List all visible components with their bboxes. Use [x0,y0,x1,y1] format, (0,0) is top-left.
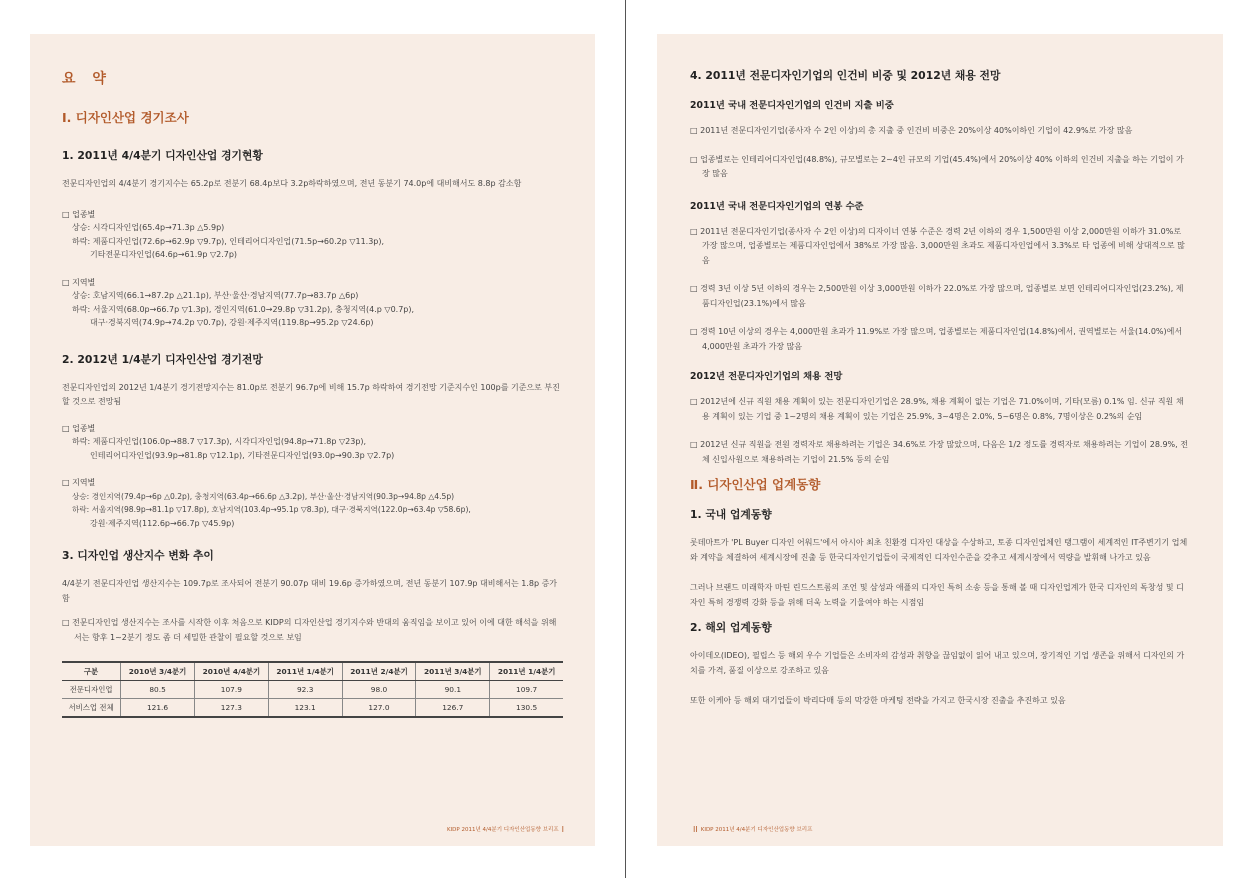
table-cell: 127.3 [194,699,268,718]
section3-intro: 4/4분기 전문디자인업 생산지수는 109.7p로 조사되어 전분기 90.07p 대비 19.6p 증가하였으며, 전년 동분기 107.9p 대비해서는 1.8p 증가함 [62,579,558,603]
page-divider [625,0,626,878]
subsection-salary: 2011년 국내 전문디자인기업의 연봉 수준 [690,200,864,212]
bullet-item: □ 2012년 신규 직원을 전원 경력자로 채용하려는 기업은 34.6%로 가장 많았으며, 다음은 1/2 정도를 경력자로 채용하려는 기업이 28.9%, 전체 신입사원으로 채용하려는 기업이 21.5% 등의 순임 [690,440,1188,464]
section1-region-block [62,276,563,330]
bullet-item: □ 경력 3년 이상 5년 이하의 경우는 2,500만원 이상 3,000만원 이하가 22.0%로 가장 많으며, 업종별로 보면 인테리어디자인업(23.2%), 제품디자인업(23.1%)에서 많음 [690,284,1184,308]
section2-title: 2. 2012년 1/4분기 디자인산업 경기전망 [62,352,263,366]
table-cell: 98.0 [342,681,416,699]
table-cell: 121.6 [121,699,195,718]
table-header-cell: 2010년 4/4분기 [194,662,268,681]
table-cell: 서비스업 전체 [62,699,121,718]
right-page [657,34,1223,846]
table-header-row [62,662,563,681]
subsection-hiring: 2012년 전문디자인기업의 채용 전망 [690,371,843,382]
page-number-mark: II [693,825,698,834]
section2-industry-head: □ 업종별 [62,423,96,433]
table-cell: 92.3 [268,681,342,699]
section2-industry-line: 하락: 제품디자인업(106.0p→88.7 ▽17.3p), 시각디자인업(94.8p→71.8p ▽23p), [72,437,367,446]
footer-text: KIDP 2011년 4/4분기 디자인산업동향 브리프 [700,827,813,833]
section3-bullet: □ 전문디자인업 생산지수는 조사를 시작한 이후 처음으로 KIDP의 디자인산업 경기지수와 반대의 움직임을 보이고 있어 이에 대한 해석을 위해서는 향후 1~2분기 정도 좀 더 세밀한 관찰이 필요할 것으로 보임 [62,618,557,642]
footer-text: KIDP 2011년 4/4분기 디자인산업동향 브리프 [446,827,559,833]
bullet-item: □ 경력 10년 이상의 경우는 4,000만원 초과가 11.9%로 가장 많으며, 업종별로는 제품디자인업(14.8%)에서, 권역별로는 서울(14.0%)에서 4,000만원 초과가 가장 많음 [690,327,1183,351]
section1-region-head: □ 지역별 [62,277,96,287]
section2-industry-block [62,422,563,463]
section1-region-line: 하락: 서울지역(68.0p→66.7p ▽1.3p), 경인지역(61.0→29.8p ▽31.2p), 충청지역(4.p ▽0.7p), [72,304,415,314]
table-header-cell: 2011년 3/4분기 [416,662,490,681]
table-header-cell: 2010년 3/4분기 [121,662,195,681]
table-cell: 90.1 [416,681,490,699]
bullet-item: □ 2012년에 신규 직원 채용 계획이 있는 전문디자인기업은 28.9%, 채용 계획이 없는 기업은 71.0%이며, 기타(모름) 0.1% 임. 신규 직원 채용 계획이 있는 기업 중 1~2명의 채용 계획이 있는 기업은 25.9%, 3~4명은 2.0%, 5~6명은 0.8%, 7명이상은 0.2%의 순임 [690,397,1184,421]
overseas-paragraph: 아이데오(IDEO), 필립스 등 해외 우수 기업들은 소비자의 감성과 취향을 끊임없이 읽어 내고 있으며, 장기적인 기업 생존을 위해서 디자인의 가치를 가격, 품질 이상으로 강조하고 있음 [690,651,1185,675]
table-cell: 130.5 [490,699,563,718]
domestic-paragraph: 롯데마트가 'PL Buyer 디자인 어워드'에서 아시아 최초 친환경 디자인 대상을 수상하고, 토종 디자인업체인 탱그램이 세계적인 IT주변기기 업체와 계약을 체결하여 세계시장에 진출 등 한국디자인기업들이 국제적인 디자인수준을 갖추고 세계시장에서 역량을 발휘해 나가고 있음 [690,538,1188,562]
section2-region-head: □ 지역별 [62,478,96,487]
domestic-title: 1. 국내 업계동향 [690,508,772,521]
subsection-labor-cost: 2011년 국내 전문디자인기업의 인건비 지출 비중 [690,100,894,111]
table-cell: 107.9 [194,681,268,699]
table-cell: 109.7 [490,681,563,699]
table-header-cell: 2011년 1/4분기 [268,662,342,681]
section1-industry-head: □ 업종별 [62,209,96,219]
section1-industry-block [62,208,563,262]
left-page [30,34,595,846]
summary-title: 요 약 [62,71,112,87]
section3-title: 3. 디자인업 생산지수 변화 추이 [62,549,214,562]
section1-intro: 전문디자인업의 4/4분기 경기지수는 65.2p로 전분기 68.4p보다 3.2p하락하였으며, 전년 동분기 74.0p에 대비해서도 8.8p 감소함 [62,179,522,188]
section1-title: 1. 2011년 4/4분기 디자인산업 경기현황 [62,149,263,162]
part1-title: Ⅰ. 디자인산업 경기조사 [62,110,189,125]
table-cell: 126.7 [416,699,490,718]
table-header-cell: 2011년 2/4분기 [342,662,416,681]
right-footer [690,825,812,834]
bullet-item: □ 2011년 전문디자인기업(종사자 수 2인 이상)의 디자이너 연봉 수준은 경력 2년 이하의 경우 1,500만원 이상 2,000만원 이하가 31.0%로 가장 많으며, 업종별로는 제품디자인업에서 38%로 가장 많음. 3,000만원 초과도 제품디자인업에서 3.3%로 타 업종에 비해 상대적으로 많음 [690,226,1185,265]
overseas-paragraph: 또한 이케아 등 해외 대기업들이 박리다매 등의 막강한 마케팅 전략을 가지고 한국시장 진출을 추진하고 있음 [690,696,1066,705]
table-header-cell: 구분 [62,662,121,681]
table-cell: 전문디자인업 [62,681,121,699]
bullet-item: □ 업종별로는 인테리어디자인업(48.8%), 규모별로는 2~4인 규모의 기업(45.4%)에서 20%이상 40% 이하의 인건비 지출을 하는 기업이 가장 많음 [690,154,1184,178]
table-row [62,699,563,718]
section1-industry-line: 상승: 시각디자인업(65.4p→71.3p △5.9p) [72,223,225,232]
section2-region-line: 상승: 경인지역(79.4p→6p △0.2p), 충청지역(63.4p→66.6p △3.2p), 부산·울산·경남지역(90.3p→94.8p △4.5p) [72,491,455,501]
table-cell: 123.1 [268,699,342,718]
section1-region-line: 상승: 호남지역(66.1→87.2p △21.1p), 부산·울산·경남지역(77.7p→83.7p △6p) [72,291,359,300]
table-header-cell: 2011년 1/4분기 [490,662,563,681]
overseas-title: 2. 해외 업계동향 [690,621,772,634]
section1-region-line: 대구·경북지역(74.9p→74.2p ▽0.7p), 강원·제주지역(119.8p→95.2p ▽24.6p) [90,318,374,327]
section2-region-line: 하락: 서울지역(98.9p→81.1p ▽17.8p), 호남지역(103.4p→95.1p ▽8.3p), 대구·경북지역(122.0p→63.4p ▽58.6p), [72,505,471,514]
section1-industry-line: 기타전문디자인업(64.6p→61.9p ▽2.7p) [90,250,238,259]
production-index-table [62,661,563,718]
bullet-item: □ 2011년 전문디자인기업(종사자 수 2인 이상)의 총 지출 중 인건비 비중은 20%이상 40%이하인 기업이 42.9%로 가장 많음 [690,126,1133,135]
part2-title: Ⅱ. 디자인산업 업계동향 [690,477,821,492]
section2-industry-line: 인테리어디자인업(93.9p→81.8p ▽12.1p), 기타전문디자인업(93.0p→90.3p ▽2.7p) [90,450,395,460]
section1-industry-line: 하락: 제품디자인업(72.6p→62.9p ▽9.7p), 인테리어디자인업(71.5p→60.2p ▽11.3p), [72,236,385,246]
page-number-mark: I [561,825,564,834]
section2-region-block [62,476,563,530]
section2-intro: 전문디자인업의 2012년 1/4분기 경기전망지수는 81.0p로 전분기 96.7p에 비해 15.7p 하락하여 경기전망 기준지수인 100p를 기준으로 부진할 것으로 전망됨 [62,382,560,406]
table-row [62,681,563,699]
domestic-paragraph: 그러나 브랜드 미래학자 마틴 린드스트롬의 조언 및 삼성과 애플의 디자인 특허 소송 등을 통해 볼 때 디자인업계가 한국 디자인의 독창성 및 디자인 특허 경쟁력 강화 등을 위해 더욱 노력을 기울여야 하는 시점임 [690,583,1184,607]
section4-title: 4. 2011년 전문디자인기업의 인건비 비중 및 2012년 채용 전망 [690,69,1001,82]
left-footer [447,825,567,834]
table-cell: 80.5 [121,681,195,699]
section2-region-line: 강원·제주지역(112.6p→66.7p ▽45.9p) [90,518,235,528]
table-cell: 127.0 [342,699,416,718]
